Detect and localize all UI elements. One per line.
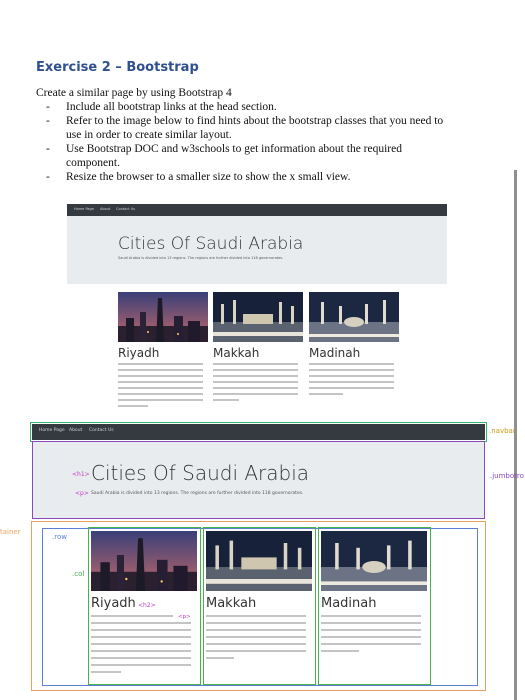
- small-nav-item: Home Page: [74, 207, 94, 211]
- intro-text: Create a similar page by using Bootstrap 4: [36, 87, 232, 99]
- jumbotron-subtitle: Saudi Arabia is divided into 13 regions. The regions are further divided into 118 governorates.: [91, 491, 304, 496]
- small-navbar: [67, 204, 447, 216]
- instruction-item: - Include all bootstrap links at the head section.: [36, 100, 456, 114]
- caption-riyadh: Riyadh: [91, 596, 136, 611]
- small-placeholder-text: [309, 363, 394, 399]
- riyadh-photo: [118, 292, 208, 342]
- small-placeholder-text: [213, 363, 298, 405]
- caption-makkah: Makkah: [206, 596, 257, 611]
- nav-item: Home Page: [39, 428, 65, 433]
- card-placeholder-text: [321, 615, 421, 657]
- madinah-photo: [309, 292, 399, 342]
- instruction-item: - Use Bootstrap DOC and w3schools to get information about the required component.: [36, 142, 456, 170]
- small-placeholder-text: [118, 363, 203, 411]
- container-annotation: tainer: [0, 528, 21, 536]
- small-jumbotron-subtitle: Saudi Arabia is divided into 13 regions. The regions are further divided into 118 governorates.: [118, 256, 284, 260]
- h2-tag-label: <h2>: [138, 602, 156, 609]
- instruction-list: [36, 100, 456, 184]
- col-annotation: .col: [72, 570, 85, 578]
- p-tag-label: <p>: [75, 490, 89, 497]
- makkah-photo: [213, 292, 303, 342]
- jumbotron-annotation: .jumbotro: [490, 472, 524, 480]
- p-tag-label-card: <p>: [178, 614, 191, 620]
- madinah-photo-large: [321, 531, 427, 591]
- card-placeholder-text: [206, 615, 306, 664]
- riyadh-photo-large: [91, 531, 197, 591]
- navbar-annotation: .navbar: [489, 427, 516, 435]
- small-nav-item: About: [100, 207, 111, 211]
- caption-madinah: Madinah: [321, 596, 377, 611]
- instruction-item: - Refer to the image below to find hints about the bootstrap classes that you need to use in order to create similar layout.: [36, 114, 456, 142]
- instruction-item: - Resize the browser to a smaller size to show the x small view.: [36, 170, 456, 184]
- h1-tag-label: <h1>: [72, 471, 90, 478]
- page-scrollbar: [514, 170, 517, 700]
- nav-item: About: [69, 428, 83, 433]
- navbar-outline: [30, 422, 487, 442]
- small-jumbotron-title: Cities Of Saudi Arabia: [118, 234, 304, 254]
- small-nav-item: Contact Us: [116, 207, 136, 211]
- row-annotation: .row: [52, 533, 67, 541]
- nav-item: Contact Us: [89, 428, 114, 433]
- jumbotron-title: Cities Of Saudi Arabia: [91, 461, 310, 485]
- exercise-heading: Exercise 2 – Bootstrap: [36, 60, 199, 75]
- card-placeholder-text: [91, 615, 191, 678]
- small-caption-riyadh: Riyadh: [118, 346, 160, 360]
- small-caption-madinah: Madinah: [309, 346, 361, 360]
- makkah-photo-large: [206, 531, 312, 591]
- small-caption-makkah: Makkah: [213, 346, 260, 360]
